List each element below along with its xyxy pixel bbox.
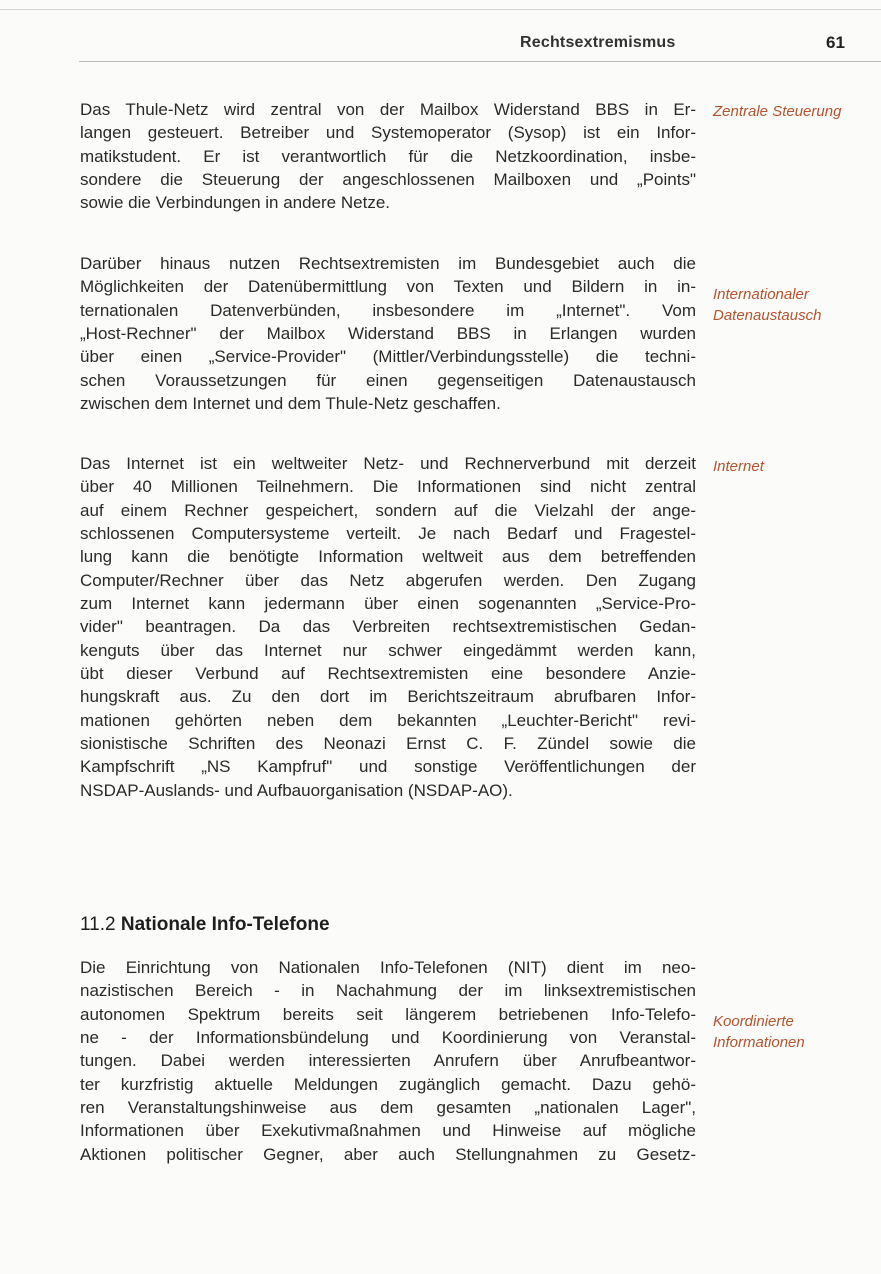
text-line: „Host-Rechner" der Mailbox Widerstand BBS in Erlangen wurden	[80, 324, 696, 344]
margin-note-koordinierte-informationen	[713, 1011, 873, 1053]
text-line: NSDAP-Auslands- und Aufbauorganisation (NSDAP-AO).	[80, 780, 513, 800]
text-line: langen gesteuert. Betreiber und Systemoperator (Sysop) ist ein Infor-	[80, 123, 696, 143]
text-line: vider" beantragen. Da das Verbreiten rechtsextremistischen Gedan-	[80, 617, 696, 637]
text-line: Das Internet ist ein weltweiter Netz- und Rechnerverbund mit derzeit	[80, 454, 696, 473]
section-title: Nationale Info-Telefone	[120, 914, 330, 935]
text-line: schen Voraussetzungen für einen gegenseitigen Datenaustausch	[80, 370, 696, 390]
text-line: Möglichkeiten der Datenübermittlung von Texten und Bildern in in-	[80, 277, 696, 297]
text-line: Computer/Rechner über das Netz abgerufen werden. Den Zugang	[80, 570, 696, 590]
running-header-title: Rechtsextremismus	[520, 34, 676, 51]
text-line: Das Thule-Netz wird zentral von der Mailbox Widerstand BBS in Er-	[80, 100, 696, 119]
text-line: kenguts über das Internet nur schwer eingedämmt werden kann,	[80, 640, 696, 660]
margin-note-line: Internationaler	[713, 286, 809, 303]
paragraph-thule-netz	[80, 98, 696, 215]
top-edge-line	[0, 9, 881, 10]
text-line: ternationalen Datenverbünden, insbesondere im „Internet". Vom	[80, 300, 696, 320]
margin-note-internationaler-datenaustausch	[713, 284, 873, 326]
text-line: mationen gehörten neben dem bekannten „Leuchter-Bericht" revi-	[80, 710, 696, 730]
text-line: über 40 Millionen Teilnehmern. Die Informationen sind nicht zentral	[80, 477, 696, 497]
margin-note-line: Koordinierte	[713, 1013, 794, 1030]
text-line: ne - der Informationsbündelung und Koordinierung von Veranstal-	[80, 1028, 696, 1048]
margin-note-line: Datenaustausch	[713, 307, 822, 324]
text-line: Darüber hinaus nutzen Rechtsextremisten im Bundesgebiet auch die	[80, 254, 696, 273]
paragraph-info-telefone	[80, 956, 696, 1166]
text-line: auf einem Rechner gespeichert, sondern auf die Vielzahl der ange-	[80, 500, 696, 520]
text-line: hungskraft aus. Zu den dort im Berichtszeitraum abrufbaren Infor-	[80, 687, 696, 707]
paragraph-internet	[80, 452, 696, 802]
text-line: Informationen über Exekutivmaßnahmen und Hinweise auf mögliche	[80, 1121, 696, 1141]
text-line: zum Internet kann jedermann über einen sogenannten „Service-Pro-	[80, 594, 696, 614]
page-number: 61	[826, 33, 845, 52]
margin-note-internet	[713, 456, 873, 477]
section-heading	[80, 914, 330, 936]
text-line: matikstudent. Er ist verantwortlich für die Netzkoordination, insbe-	[80, 146, 696, 166]
text-line: über einen „Service-Provider" (Mittler/Verbindungsstelle) die techni-	[80, 347, 696, 367]
text-line: sowie die Verbindungen in andere Netze.	[80, 193, 390, 213]
margin-note-line: Informationen	[713, 1034, 805, 1051]
text-line: ren Veranstaltungshinweise aus dem gesamten „nationalen Lager",	[80, 1098, 696, 1118]
paragraph-datenaustausch	[80, 252, 696, 415]
text-line: lung kann die benötigte Information weltweit aus dem betreffenden	[80, 547, 696, 567]
text-line: zwischen dem Internet und dem Thule-Netz geschaffen.	[80, 394, 501, 414]
text-line: ter kurzfristig aktuelle Meldungen zugänglich gemacht. Dazu gehö-	[80, 1074, 696, 1094]
text-line: Kampfschrift „NS Kampfruf" und sonstige Veröffentlichungen der	[80, 757, 696, 777]
margin-note-line: Internet	[713, 458, 764, 475]
text-line: tungen. Dabei werden interessierten Anrufern über Anrufbeantwor-	[80, 1051, 696, 1071]
text-line: übt dieser Verbund auf Rechtsextremisten eine besondere Anzie-	[80, 664, 696, 684]
text-line: schlossenen Computersysteme verteilt. Je nach Bedarf und Fragestel-	[80, 524, 696, 544]
section-number: 11.2	[80, 914, 116, 935]
text-line: autonomen Spektrum bereits seit längerem betriebenen Info-Telefo-	[80, 1004, 696, 1024]
text-line: Aktionen politischer Gegner, aber auch Stellungnahmen zu Gesetz-	[80, 1144, 696, 1164]
text-line: sondere die Steuerung der angeschlossenen Mailboxen und „Points"	[80, 170, 696, 190]
text-line: nazistischen Bereich - in Nachahmung der im linksextremistischen	[80, 981, 696, 1001]
text-line: Die Einrichtung von Nationalen Info-Telefonen (NIT) dient im neo-	[80, 958, 696, 977]
margin-note-line: Zentrale Steuerung	[713, 103, 842, 120]
header-divider	[79, 61, 881, 62]
text-line: sionistische Schriften des Neonazi Ernst C. F. Zündel sowie die	[80, 734, 696, 754]
margin-note-zentrale-steuerung	[713, 101, 873, 122]
